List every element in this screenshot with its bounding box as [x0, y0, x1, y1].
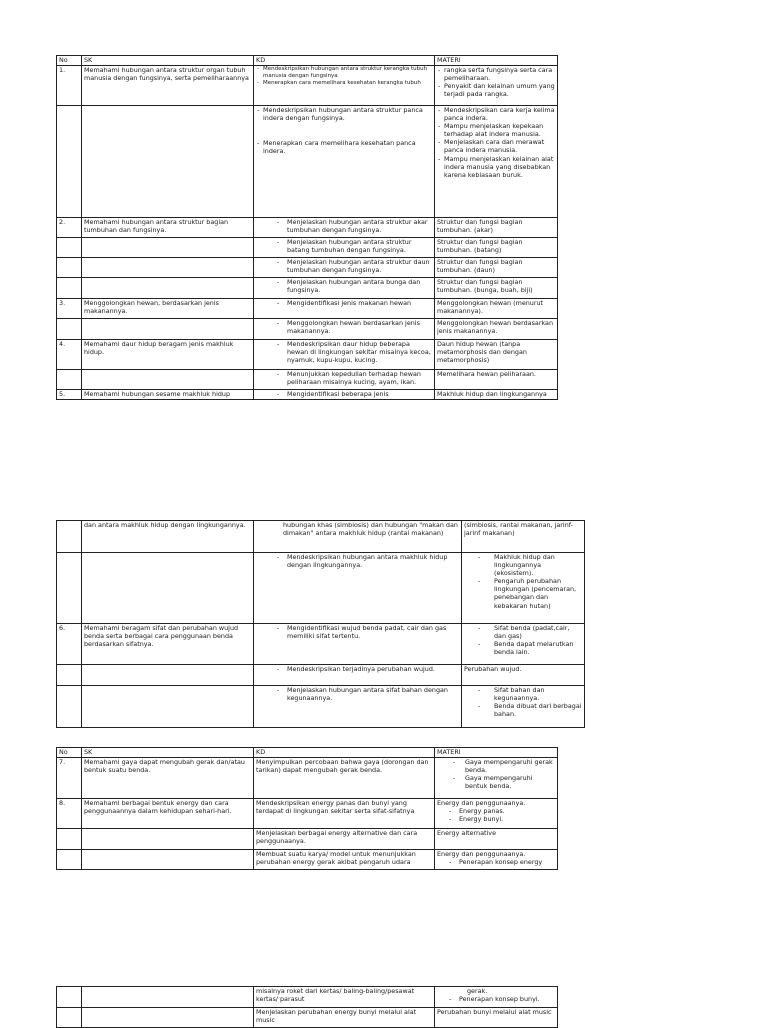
kd-item: - Mendeskripsikan hubungan antara struktur panca indera dengan fungsinya. — [256, 106, 432, 122]
materi-cell: Perubahan wujud. — [462, 665, 585, 686]
kd-cell — [254, 390, 435, 400]
table-row — [57, 829, 558, 850]
kd-item: - Mengidentifikasi wujud benda padat, cair dan gas memiliki sifat tertentu. — [282, 624, 459, 640]
table-sk-kd-part4 — [56, 986, 558, 1028]
table-row — [57, 390, 558, 400]
sk-cell: Memahami beragam sifat dan perubahan wujud benda serta berbagai cara penggunaan benda berdasarkan sifatnya. — [82, 624, 254, 665]
table-row — [57, 299, 558, 319]
materi-cell: Daun hidup hewan (tanpa metamorphosis dan dengan metamorphosis) — [435, 340, 558, 370]
materi-cell: Struktur dan fungsi bagian tumbuhan. (daun) — [435, 258, 558, 278]
table-row — [57, 238, 558, 258]
table-row — [57, 521, 585, 553]
materi-item: - Benda dibuat dari berbagai bahan. — [478, 702, 582, 718]
table-row — [57, 665, 585, 686]
kd-cell — [254, 238, 435, 258]
table-row — [57, 370, 558, 390]
kd-item: - Menjelaskan hubungan antara struktur batang tumbuhan dengan fungsinya. — [282, 238, 432, 254]
materi-cell: Struktur dan fungsi bagian tumbuhan. (bunga, buah, biji) — [435, 278, 558, 299]
materi-cell: Energy alternative — [435, 829, 558, 850]
materi-title: Energy dan penggunaanya. — [437, 799, 526, 807]
materi-cell — [435, 66, 558, 106]
sk-cell: Memahami gaya dapat mengubah gerak dan/atau bentuk suatu benda. — [82, 758, 254, 799]
header-kd: KD — [254, 56, 435, 66]
materi-item: - Pengaruh perubahan lingkungan (pencemaran, penebangan dan kebakaran hutan) — [478, 577, 582, 609]
row-number: 8. — [57, 799, 82, 829]
table-row — [57, 258, 558, 278]
kd-cell — [254, 370, 435, 390]
kd-cell: Membuat suatu karya/ model untuk menunjukkan perubahan energy gerak akibat pengaruh udara — [254, 850, 435, 870]
materi-item: - rangka serta fungsinya serta cara pemeliharaan. — [437, 66, 555, 82]
materi-item: - Penerapan konsep energy — [448, 858, 555, 866]
materi-cell — [462, 686, 585, 728]
materi-cell: Menggolongkan hewan berdasarkan jenis makanannya. — [435, 319, 558, 340]
kd-item: - Mengidentifikasi beberapa jenis — [282, 390, 432, 398]
kd-item: - Menunjukkan kepedulian terhadap hewan peliharaan misalnya kucing, ayam, ikan. — [282, 370, 432, 386]
materi-item: - Penerapan konsep bunyi. — [448, 995, 555, 1003]
materi-item: - Menjelaskan cara dan merawat panca indera manusia. — [437, 138, 555, 154]
kd-item: - Menerapkan cara memelihara kesehatan panca indera. — [256, 139, 432, 155]
kd-cell: hubungan khas (simbiosis) dan hubungan "makan dan dimakan" antara makhluk hidup (rantai makanan) — [254, 521, 462, 553]
materi-item: - Makhluk hidup dan lingkungannya (ekosistem). — [478, 553, 582, 577]
header-no: No — [57, 748, 82, 758]
kd-item: - Mendeskripsikan hubungan antara struktur kerangka tubuh manusia dengan fungsinya — [256, 66, 432, 80]
row-number: 7. — [57, 758, 82, 799]
kd-item: - Menjelaskan hubungan antara bunga dan fungsinya. — [282, 278, 432, 294]
materi-cell: (simbiosis, rantai makanan, jarinf-jarinf makanan) — [462, 521, 585, 553]
kd-cell: Mendeskripsikan energy panas dan bunyi yang terdapat di lingkungan sekitar serta sifat-sifatnya — [254, 799, 435, 829]
materi-cell: Makhluk hidup dan lingkungannya — [435, 390, 558, 400]
sk-cell: Memahami hubungan sesame makhluk hidup — [82, 390, 254, 400]
kd-cell — [254, 624, 462, 665]
materi-cell — [462, 624, 585, 665]
kd-item: - Menjelaskan hubungan antara sifat bahan dengan kegunaannya. — [282, 686, 459, 702]
table-row — [57, 799, 558, 829]
table-row — [57, 624, 585, 665]
kd-cell — [254, 106, 435, 218]
materi-cell: Struktur dan fungsi bagian tumbuhan. (akar) — [435, 218, 558, 238]
kd-cell: misalnya roket dari kertas/ baling-baling/pesawat kertas/ parasut — [254, 987, 435, 1008]
kd-cell — [254, 340, 435, 370]
materi-cell: Menggolongkan hewan (menurut makanannya). — [435, 299, 558, 319]
sk-cell: Memahami berbagai bentuk energy dan cara penggunaannya dalam kehidupan sehari-hari. — [82, 799, 254, 829]
table-sk-kd-part3 — [56, 747, 558, 870]
kd-item: - Menggolongkan hewan berdasarkan jenis makanannya. — [282, 319, 432, 335]
sk-cell: Memahami hubungan antara struktur organ tubuh manusia dengan fungsinya, serta pemeliharaannya — [82, 66, 254, 106]
materi-item: - Sifat bahan dan kegunaannya. — [478, 686, 582, 702]
table-sk-kd-part2 — [56, 520, 585, 728]
kd-cell: Menjelaskan perubahan energy bunyi melalui alat music — [254, 1008, 435, 1028]
kd-cell — [254, 299, 435, 319]
materi-item: - Mampu menjelaskan kepekaan terhadap alat indera manusia. — [437, 122, 555, 138]
materi-item: - Mendeskripsikan cara kerja kelima panca indera. — [437, 106, 555, 122]
table-row — [57, 340, 558, 370]
table-header-row — [57, 56, 558, 66]
kd-cell: Menyimpulkan percobaan bahwa gaya (dorongan dan tarikan) dapat mengubah gerak benda. — [254, 758, 435, 799]
materi-item: - Benda dapat melarutkan benda lain. — [478, 640, 582, 656]
materi-item: - Gaya mempengaruhi bentuk benda. — [453, 774, 555, 790]
materi-cell: Struktur dan fungsi bagian tumbuhan. (batang) — [435, 238, 558, 258]
materi-item: - Penyakit dan kelainan umum yang terjadi pada rangka. — [437, 82, 555, 98]
table-header-row — [57, 748, 558, 758]
materi-cell — [435, 758, 558, 799]
materi-item: - Mampu menjelaskan kelainan alat indera manusia yang disebabkan karena kebiasaan buruk. — [437, 155, 555, 179]
table-row — [57, 686, 585, 728]
kd-item: - Menjelaskan hubungan antara struktur akar tumbuhan dengan fungsinya. — [282, 218, 432, 234]
kd-item: - Mengidentifikasi jenis makanan hewan — [282, 299, 432, 307]
table-row — [57, 319, 558, 340]
materi-cell — [435, 106, 558, 218]
table-row — [57, 850, 558, 870]
materi-cell — [462, 553, 585, 624]
header-materi: MATERI — [435, 748, 558, 758]
materi-item: - Energy bunyi. — [448, 815, 555, 823]
kd-cell — [254, 665, 462, 686]
kd-cell — [254, 278, 435, 299]
sk-cell: dan antara makhluk hidup dengan lingkungannya. — [82, 521, 254, 553]
kd-cell — [254, 218, 435, 238]
row-number: 3. — [57, 299, 82, 319]
header-materi: MATERI — [435, 56, 558, 66]
table-row — [57, 106, 558, 218]
table-row — [57, 218, 558, 238]
kd-cell — [254, 686, 462, 728]
table-row — [57, 553, 585, 624]
table-row — [57, 66, 558, 106]
materi-cell: Perubahan bunyi melalui alat music — [435, 1008, 558, 1028]
kd-cell — [254, 258, 435, 278]
row-number: 1. — [57, 66, 82, 106]
header-sk: SK — [82, 748, 254, 758]
materi-cell: Memelihara hewan peliharaan. — [435, 370, 558, 390]
materi-item: - Gaya mempengaruhi gerak benda. — [453, 758, 555, 774]
kd-cell — [254, 66, 435, 106]
table-row — [57, 758, 558, 799]
kd-item: - Menerapkan cara memelihara kesehatan kerangka tubuh — [256, 80, 432, 87]
sk-cell: Menggolongkan hewan, berdasarkan jenis makanannya. — [82, 299, 254, 319]
materi-title: Energy dan penggunaanya. — [437, 850, 526, 858]
kd-item: - Mendeskripsikan hubungan antara makhluk hidup dengan lingkungannya. — [282, 553, 459, 569]
row-number: 6. — [57, 624, 82, 665]
table-row — [57, 1008, 558, 1028]
materi-continued: gerak. — [467, 987, 488, 995]
row-number: 2. — [57, 218, 82, 238]
kd-item: - Mendeskripsikan terjadinya perubahan wujud. — [282, 665, 459, 673]
row-number: 5. — [57, 390, 82, 400]
header-no: No — [57, 56, 82, 66]
row-number: 4. — [57, 340, 82, 370]
kd-item: - Menjelaskan hubungan antara struktur daun tumbuhan dengan fungsinya. — [282, 258, 432, 274]
kd-cell — [254, 553, 462, 624]
table-sk-kd-part1 — [56, 55, 558, 400]
materi-item: - Sifat benda (padat,cair, dan gas) — [478, 624, 582, 640]
header-kd: KD — [254, 748, 435, 758]
table-row — [57, 987, 558, 1008]
materi-cell — [435, 799, 558, 829]
header-sk: SK — [82, 56, 254, 66]
kd-item: - Mendeskripsikan daur hidup beberapa hewan di lingkungan sekitar misalnya kecoa, nyamuk, kupu-kupu, kucing. — [282, 340, 432, 364]
materi-cell — [435, 850, 558, 870]
sk-cell: Memahami hubungan antara struktur bagian tumbuhan dan fungsinya. — [82, 218, 254, 238]
materi-item: - Energy panas. — [448, 807, 555, 815]
materi-cell — [435, 987, 558, 1008]
table-row — [57, 278, 558, 299]
kd-cell: Menjelaskan berbagai energy alternative dan cara penggunaanya. — [254, 829, 435, 850]
kd-cell — [254, 319, 435, 340]
sk-cell: Memahami daur hidup beragam jenis makhluk hidup. — [82, 340, 254, 370]
